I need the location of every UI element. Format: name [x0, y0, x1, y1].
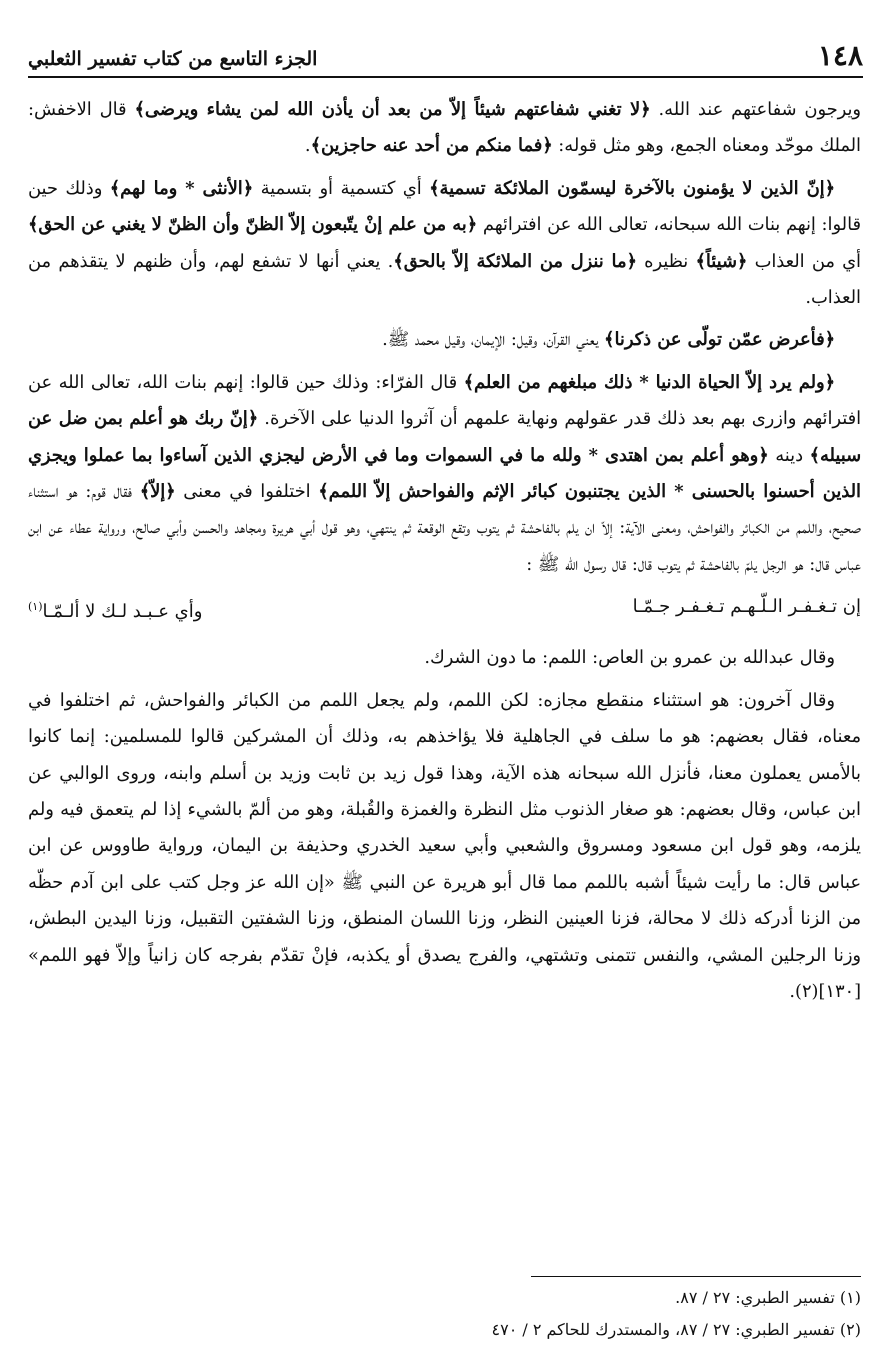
- quran-quote: ﴿لا تغني شفاعتهم شيئاً إلاّ من بعد أن يأذن الله لمن يشاء ويرضى﴾: [134, 99, 651, 120]
- commentary-text: قال الاخفش: الملك موحّد ومعناه الجمع، وهو مثل قوله:: [28, 99, 861, 157]
- quran-quote: ﴿إنّ الذين لا يؤمنون بالآخرة ليسمّون الملائكة تسمية﴾: [429, 177, 836, 199]
- quran-quote: ﴿إنّ ربك هو أعلم بمن ضل عن سبيله﴾: [28, 408, 861, 466]
- quran-quote: ﴿وهو أعلم بمن اهتدى * ولله ما في السموات وما في الأرض ليجزي الذين آساءوا بما عملوا ويجزي الذين أحسنوا بالحسنى * الذين يجتنبون كبائر الإثم والفواحش إلاّ اللمم﴾: [28, 444, 861, 503]
- footnote-marker: (١): [28, 600, 43, 614]
- poetry-verse: [28, 589, 861, 630]
- quran-quote: ﴿فما منكم من أحد عنه حاجزين﴾: [310, 135, 553, 157]
- quran-quote: ﴿ما ننزل من الملائكة إلاّ بالحق﴾: [393, 250, 637, 272]
- footnote-divider: [531, 1276, 861, 1277]
- paragraph: [28, 171, 861, 317]
- quran-quote: ﴿ولم يرد إلاّ الحياة الدنيا * ذلك مبلغهم من العلم﴾: [463, 371, 836, 393]
- quran-quote: ﴿فأعرض عمّن تولّى عن ذكرنا﴾: [604, 329, 835, 351]
- page-number: ١٤٨: [817, 39, 863, 72]
- footnote-item: (٢) تفسير الطبري: ٢٧ / ٨٧، والمستدرك للحاكم ٢ / ٤٧٠: [491, 1320, 861, 1339]
- quran-quote: ﴿إلاّ﴾: [139, 481, 176, 503]
- quran-quote: ﴿الأنثى * وما لهم﴾: [109, 177, 254, 199]
- commentary-text: وذلك حين قالوا: إنهم بنات الله سبحانه، تعالى الله عن افترائهم: [28, 177, 861, 236]
- verse-hemistich-left: [28, 589, 202, 630]
- page-header: [28, 36, 863, 78]
- commentary-text: فقال قوم: هو استثناء صحيح، واللمم من الكبائر والفواحش، ومعنى الآية: إلاّ ان يلم بالفاحشة ثم يتوب وتقع الوقعة ثم ينتهي، وهو قول أبي هريرة ومجاهد والحسن وأبي صالح، ورواية عطاء عن ابن عباس قال: هو الرجل يلمّ بالفاحشة ثم يتوب قال: قال رسول الله ﷺ :: [28, 481, 861, 575]
- paragraph: [28, 640, 861, 676]
- paragraph: [28, 365, 861, 583]
- footnotes: [30, 1282, 861, 1346]
- paragraph: [28, 92, 861, 165]
- commentary-text: يعني القرآن، وقيل: الإيمان، وقيل محمد ﷺ.: [382, 329, 605, 351]
- footnote-item: (١) تفسير الطبري: ٢٧ / ٨٧.: [675, 1288, 861, 1307]
- verse-hemistich-right: إن تـغـفـر الـلّـهـم تـغـفـر جـمّـا: [632, 596, 861, 618]
- body-text: [28, 92, 861, 1016]
- commentary-text: نظيره: [636, 250, 696, 272]
- paragraph: [28, 683, 861, 1011]
- commentary-text: قال الفرّاء: وذلك حين قالوا: إنهم بنات الله، تعالى الله عن افترائهم وازرى بهم بعد ذلك قدر عقولهم ونهاية علمهم أن آثروا الدنيا على الآخرة.: [28, 371, 862, 430]
- commentary-text: .: [304, 135, 311, 157]
- commentary-text: وقال عبدالله بن عمرو بن العاص: اللمم: ما دون الشرك.: [424, 647, 835, 669]
- paragraphs-after-verse: [28, 640, 861, 1010]
- quran-quote: ﴿به من علم إنْ يتّبعون إلاّ الظنّ وأن الظنّ لا يغني عن الحق﴾: [28, 214, 478, 236]
- commentary-text: وقال آخرون: هو استثناء منقطع مجازه: لكن اللمم، ولم يجعل اللمم من الكبائر والفواحش، ثم اختلفوا في معناه، فقال بعضهم: هو ما سلف في الجاهلية فلا يؤاخذهم به، وذلك أن المشركين قالوا للمسلمين: إنما كانوا بالأمس يعملون معنا، فأنزل الله سبحانه هذه الآية، وهذا قول زيد بن ثابت وزيد بن أسلم وابنه، وروى الوالبي عن ابن عباس، وقال بعضهم: هو صغار الذنوب مثل النظرة والغمزة والقُبلة، وهو من ألمّ بالشيء إذا لم يتعمق فيه ولم يلزمه، وهو قول ابن مسعود ومسروق والشعبي وأبي سعيد الخدري وحذيفة بن اليمان، ورواية طاووس عن ابن عباس قال: ما رأيت شيئاً أشبه باللمم مما قال أبو هريرة عن النبي ﷺ «إن الله عز وجل كتب على ابن آدم حظّه من الزنا أدركه ذلك لا محالة، فزنا العينين النظر، وزنا اللسان المنطق، وزنا الشفتين التقبيل، وزنا اليدين البطش، وزنا الرجلين المشي، والنفس تتمنى وتشتهي، والفرج يصدق أو يكذبه، فإنْ تقدّم بفرجه كان زانياً وإلاّ فهو اللمم» [١٣٠](٢).: [28, 689, 861, 1002]
- verse-left-text: وأي عـبـد لـك لا ألـمّـا: [42, 601, 203, 623]
- commentary-text: . يعني أنها لا تشفع لهم، وأن ظنهم لا يتقذهم من العذاب.: [28, 250, 861, 309]
- commentary-text: اختلفوا في معنى: [175, 481, 319, 503]
- running-title: الجزء التاسع من كتاب تفسير الثعلبي: [28, 48, 318, 70]
- quran-quote: ﴿شيئاً﴾: [695, 250, 748, 272]
- commentary-text: أي من العذاب: [747, 250, 861, 272]
- commentary-text: دينه: [768, 444, 810, 466]
- paragraph: [28, 322, 861, 358]
- commentary-text: ويرجون شفاعتهم عند الله.: [650, 99, 861, 120]
- paragraphs-before-verse: [28, 92, 861, 583]
- commentary-text: أي كتسمية أو بتسمية: [253, 177, 430, 199]
